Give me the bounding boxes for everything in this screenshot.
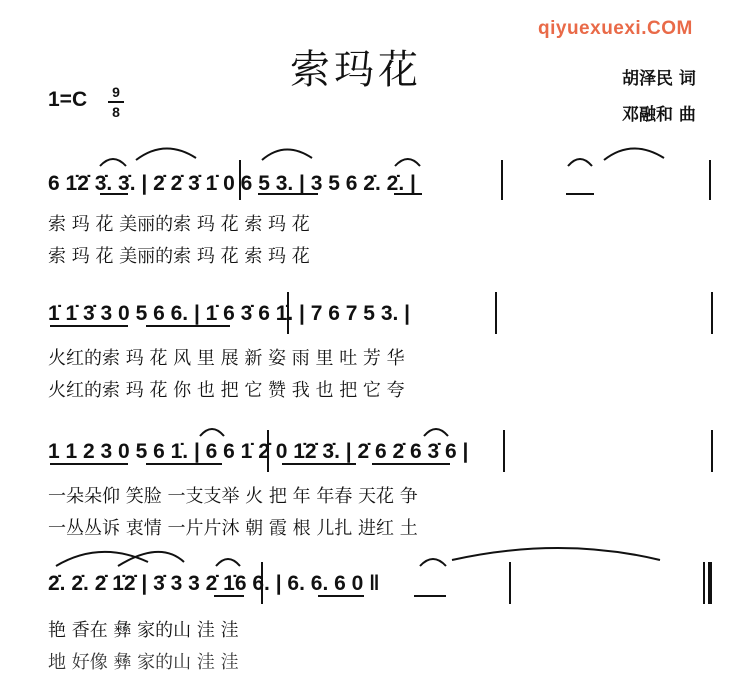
lyricist-credit: 胡泽民 词 [622, 69, 696, 89]
slur-mark [395, 159, 420, 166]
slur-mark [200, 429, 224, 436]
tie-mark [118, 552, 184, 566]
slur-mark [420, 559, 446, 566]
lyric-line-2-verse-1: 火红的索 玛 花 风 里 展 新 姿 雨 里 吐 芳 华 [48, 348, 405, 369]
tie-mark [136, 148, 196, 160]
notation-line-1: 6 1̇2̇ 3̇. 3̇. | 2̇ 2̇ 3̇ 1̇ 0 6 5 3. | 3 5 6 2̇. 2̇. | [48, 172, 416, 195]
time-signature [108, 84, 124, 120]
tie-mark [604, 148, 664, 160]
notation-line-3: 1 1 2 3 0 5 6 1̇. | 6 6 1̇ 2̇ 0 1̇2̇ 3̇. | 2̇ 6 2̇ 6 3̇ 6 | [48, 440, 469, 463]
key-signature: 1=C [48, 88, 88, 111]
notation-line-4: 2̇. 2̇. 2̇ 1̇2̇ | 3̇ 3 3 2̇ 1̇6 6. | 6. 6. 6 0 ‖ [48, 572, 380, 595]
tie-mark [56, 552, 148, 566]
slur-mark [568, 159, 592, 166]
lyric-line-2-verse-2: 火红的索 玛 花 你 也 把 它 赞 我 也 把 它 夸 [48, 380, 405, 401]
tie-mark [452, 548, 660, 560]
song-title: 索玛花 [290, 47, 422, 93]
lyric-line-3-verse-1: 一朵朵仰 笑脸 一支支举 火 把 年 年春 天花 争 [48, 486, 418, 507]
slur-mark [216, 559, 240, 566]
lyric-line-1-verse-1: 索 玛 花 美丽的索 玛 花 索 玛 花 [48, 214, 310, 235]
lyric-line-1-verse-2: 索 玛 花 美丽的索 玛 花 索 玛 花 [48, 246, 310, 267]
triplet-bracket [262, 149, 312, 160]
site-watermark: qiyuexuexi.COM [538, 18, 693, 39]
lyric-line-3-verse-2: 一丛丛诉 衷情 一片片沐 朝 霞 根 儿扎 进红 土 [48, 518, 418, 539]
composer-credit: 邓融和 曲 [622, 105, 696, 125]
lyric-line-4-verse-2: 地 好像 彝 家的山 洼 洼 [48, 652, 239, 673]
meter-bottom: 8 [112, 104, 120, 120]
meter-top: 9 [112, 84, 120, 100]
lyric-line-4-verse-1: 艳 香在 彝 家的山 洼 洼 [48, 620, 239, 641]
slur-mark [424, 429, 448, 436]
slur-mark [100, 159, 126, 166]
notation-line-2: 1̇ 1̇ 3̇ 3 0 5 6 6. | 1̇ 6 3̇ 6 1̇. | 7 6 7 5 3. | [48, 302, 411, 325]
